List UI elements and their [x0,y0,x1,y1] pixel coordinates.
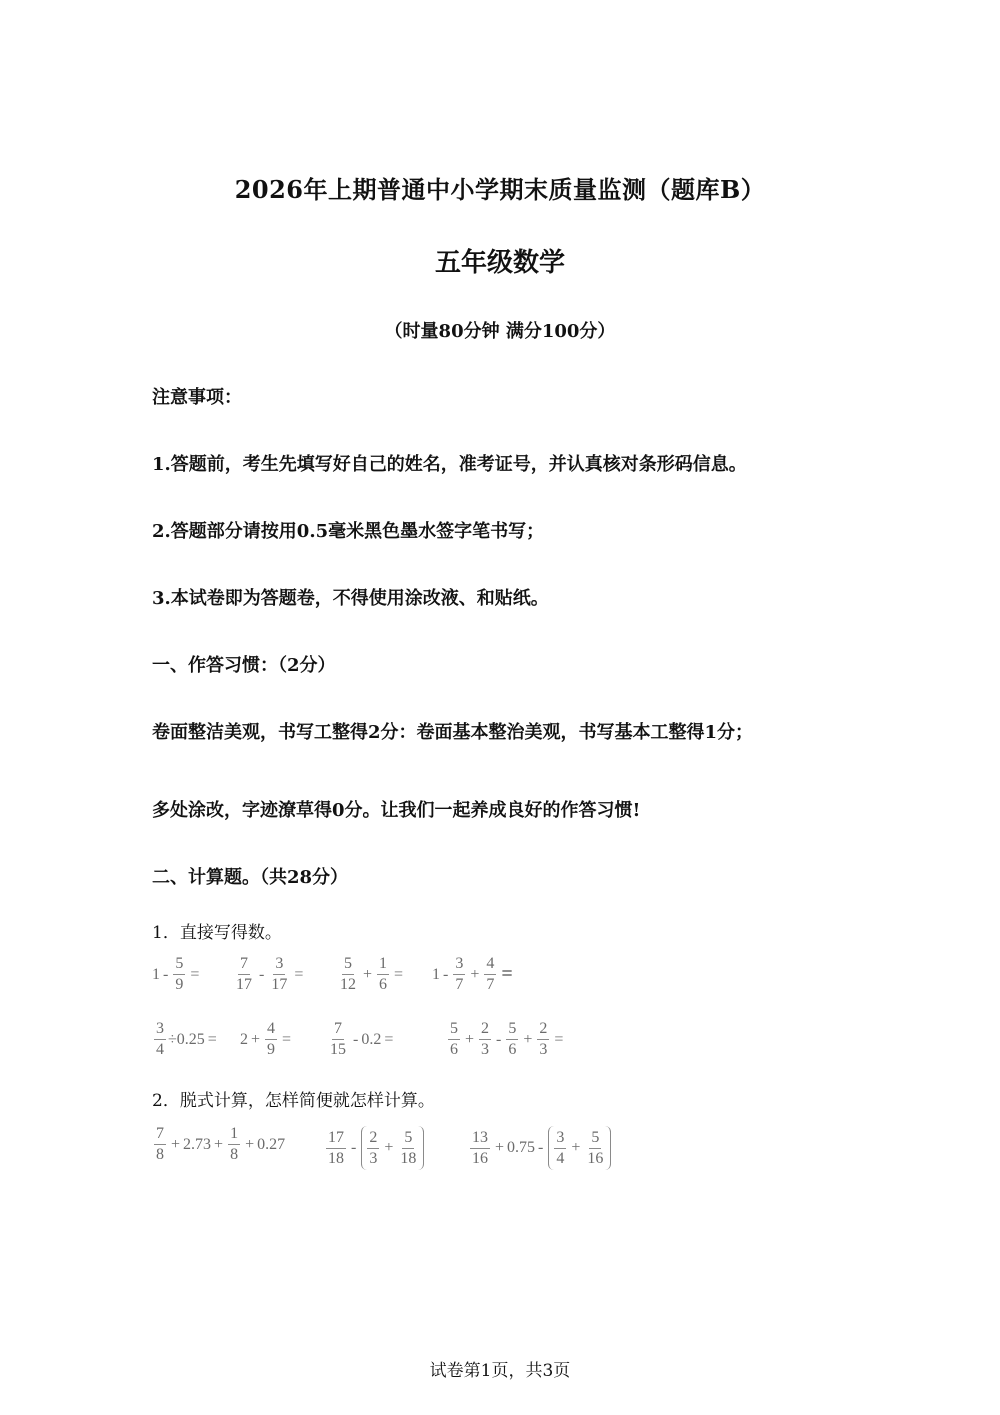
question1-label: 1．直接写得数。 [152,923,282,943]
parenthesis-group: $\frac{3}{4}$ + $\frac{5}{16}$ [548,1126,611,1170]
expr-q2-b: $\frac{17}{18}$ - $\frac{2}{3}$ + $\frac{5}{18}$ [324,1126,426,1170]
expr-q1-f: 2 + $\frac{4}{9}$ = [240,1020,292,1058]
fraction: $\frac{4}{7}$ [486,955,495,993]
section1-line2: 多处涂改，字迹潦草得0分。让我们一起养成良好的作答习惯! [152,800,641,821]
expr-q1-e: $\frac{3}{4}$ ÷ 0.25 = [156,1020,217,1058]
section1-line1: 卷面整洁美观，书写工整得2分：卷面基本整治美观，书写基本工整得1分； [152,722,754,743]
parenthesis-group: $\frac{2}{3}$ + $\frac{5}{18}$ [361,1126,424,1170]
fraction: $\frac{5}{6}$ [508,1020,517,1058]
expr-q2-c: $\frac{13}{16}$ + 0.75 - $\frac{3}{4}$ + $\frac{5}{16}$ [468,1126,613,1170]
section2-heading: 二、计算题。（共28分） [152,867,349,888]
page-footer: 试卷第1页，共3页 [429,1361,571,1381]
note-item-1: 1.答题前，考生先填写好自己的姓名，准考证号，并认真核对条形码信息。 [152,454,747,475]
fraction: $\frac{3}{7}$ [455,955,464,993]
section1-heading: 一、作答习惯：（2分） [152,655,336,676]
fraction: $\frac{1}{6}$ [379,955,388,993]
fraction: $\frac{1}{8}$ [230,1125,239,1163]
expr-q2-a: $\frac{7}{8}$ + 2.73 + $\frac{1}{8}$ + 0.27 [156,1125,286,1163]
exam-time-info: （时量80分钟 满分100分） [384,321,616,342]
fraction: $\frac{3}{4}$ [156,1020,164,1058]
exam-title: 2026年上期普通中小学期末质量监测（题库B） [234,175,766,204]
fraction: $\frac{2}{3}$ [369,1128,378,1167]
expr-q1-a: 1 - $\frac{5}{9}$ = [152,955,200,993]
fraction: $\frac{3}{17}$ [271,955,288,993]
fraction: $\frac{17}{18}$ [328,1128,344,1167]
fraction: $\frac{2}{3}$ [481,1020,490,1058]
fraction: $\frac{5}{6}$ [450,1020,458,1058]
expr-q1-c: $\frac{5}{12}$ + $\frac{1}{6}$ = [340,955,404,993]
expr-q1-d: 1 - $\frac{3}{7}$ + $\frac{4}{7}$ = [432,955,513,993]
expr-q1-g: $\frac{7}{15}$ - 0.2 = [330,1020,394,1058]
fraction: $\frac{4}{9}$ [267,1020,276,1058]
note-item-3: 3.本试卷即为答题卷，不得使用涂改液、和贴纸。 [152,588,549,609]
question2-label: 2．脱式计算，怎样简便就怎样计算。 [152,1091,435,1111]
note-item-2: 2.答题部分请按用0.5毫米黑色墨水签字笔书写； [152,521,545,542]
expr-q1-b: $\frac{7}{17}$ - $\frac{3}{17}$ = [236,955,304,993]
fraction: $\frac{7}{8}$ [156,1125,164,1163]
fraction: $\frac{2}{3}$ [539,1020,548,1058]
fraction: $\frac{5}{16}$ [587,1128,604,1167]
fraction: $\frac{5}{12}$ [340,955,356,993]
fraction: $\frac{5}{18}$ [400,1128,417,1167]
fraction: $\frac{13}{16}$ [472,1128,488,1167]
fraction: $\frac{7}{15}$ [330,1020,346,1058]
fraction: $\frac{3}{4}$ [556,1128,565,1167]
expr-q1-h: $\frac{5}{6}$ + $\frac{2}{3}$ - $\frac{5}{6}$ + $\frac{2}{3}$ = [450,1020,564,1058]
notes-heading: 注意事项： [152,387,242,408]
exam-subtitle: 五年级数学 [434,248,565,278]
fraction: $\frac{7}{17}$ [236,955,252,993]
fraction: $\frac{5}{9}$ [175,955,184,993]
